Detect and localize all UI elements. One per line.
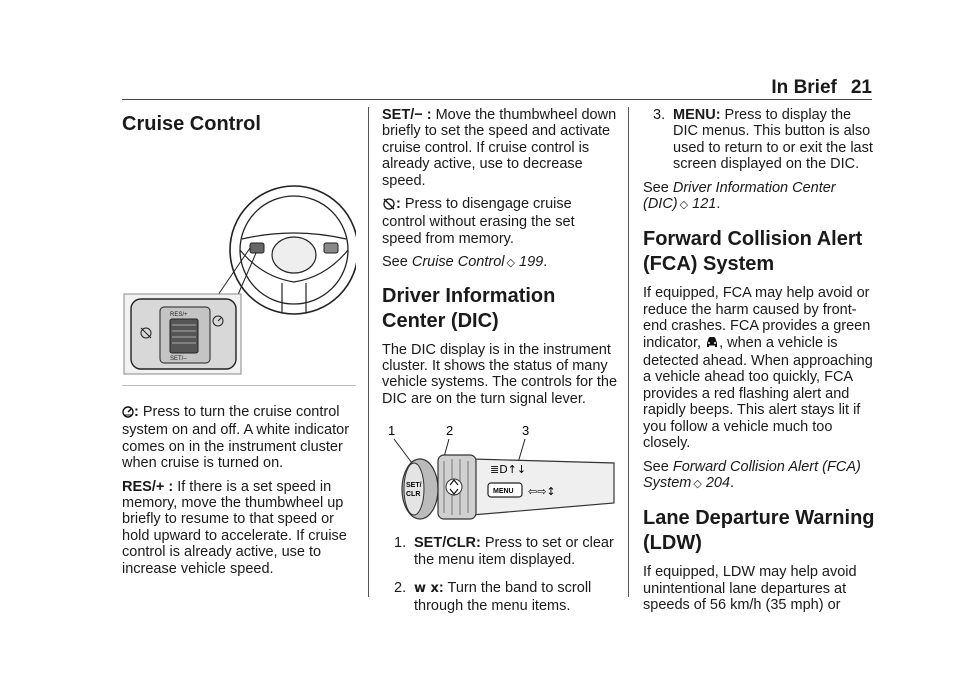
cruise-on-paragraph <box>122 404 356 472</box>
steering-wheel-figure <box>122 147 356 377</box>
header-section: In Brief <box>771 77 837 98</box>
dic-controls-list-cont <box>643 107 875 173</box>
list-item: 3. MENU: Press to display the DIC menus. This button is also used to return to or exit the last screen displayed on the DIC. <box>653 107 873 173</box>
column-3 <box>643 107 875 621</box>
page-reference-icon: ◇ <box>506 257 515 270</box>
fig-callout-2: 2 <box>446 423 454 439</box>
cancel-label: : <box>396 196 401 213</box>
cruise-cancel-icon <box>382 198 396 214</box>
fca-paragraph: If equipped, FCA may help avoid or reduce the harm caused by front-end crashes. FCA provides a green indicator, , when a vehicle is detected ahead. When approaching a vehicle ahead too quickly, FCA provides a red flashing alert and rapidly beeps. This alert stays lit if you follow a vehicle much too closely. <box>643 285 873 452</box>
page-number: 21 <box>850 77 872 98</box>
fig-clr-label: CLR <box>406 491 421 499</box>
fca-heading: Forward Collision Alert (FCA) System <box>643 228 863 276</box>
page-reference-icon: ◇ <box>679 199 689 212</box>
dic-controls-list <box>382 535 618 614</box>
column-divider-2 <box>628 107 629 597</box>
fig-callout-1: 1 <box>388 423 396 439</box>
dic-paragraph: The DIC display is in the instrument cluster. It shows the status of many vehicle systems. The controls for the DIC are on the turn signal lever. <box>382 341 618 407</box>
set-text: Move the thumbwheel down briefly to set the speed and activate cruise control. If cruise control is already active, use to decrease speed. <box>382 107 617 189</box>
steering-wheel-illustration <box>122 147 356 377</box>
lever-illustration <box>382 421 618 525</box>
cancel-text: Press to disengage cruise control without erasing the set speed from memory. <box>382 196 575 247</box>
fig-res-label: RES/+ <box>170 312 188 318</box>
headlamp-icon: ≣D↑↓ <box>490 463 527 477</box>
list-item: 2. w x: Turn the band to scroll through the menu items. <box>394 580 592 614</box>
cruise-control-heading: Cruise Control <box>122 113 261 135</box>
column-1 <box>122 107 356 584</box>
scroll-arrows-icon: w x <box>414 581 439 597</box>
column-divider-1 <box>368 107 369 597</box>
cruise-on-label: : <box>134 404 139 420</box>
menu-label: MENU: <box>673 107 721 123</box>
set-label: SET/− : <box>382 107 432 123</box>
see-dic-link[interactable]: Driver Information Center (DIC) <box>643 179 836 213</box>
see-cruise-link[interactable]: Cruise Control <box>411 254 505 271</box>
fig-set-label: SET/– <box>170 356 187 362</box>
set-paragraph <box>382 107 618 189</box>
page-reference-icon: ◇ <box>693 477 702 490</box>
fig-menu-label: MENU <box>493 488 514 496</box>
vehicle-ahead-icon <box>705 336 719 353</box>
cancel-paragraph <box>382 196 618 247</box>
res-label: RES/+ : <box>122 478 174 495</box>
see-fca-link[interactable]: Forward Collision Alert (FCA) System <box>643 458 861 491</box>
fig-set-label: SET/ <box>406 482 422 490</box>
turn-signal-icon: ⇦⇨↕ <box>528 485 556 499</box>
dic-heading: Driver Information Center (DIC) <box>382 284 556 332</box>
scroll-label: : <box>438 580 444 597</box>
turn-signal-lever-figure <box>382 421 618 525</box>
see-dic-paragraph: See Driver Information Center (DIC) ◇ 121. <box>643 179 836 213</box>
figure-rule <box>122 385 356 386</box>
running-header <box>757 77 872 99</box>
res-paragraph <box>122 479 356 577</box>
cruise-control-icon <box>122 406 134 422</box>
fig-callout-3: 3 <box>522 423 530 439</box>
see-fca-paragraph: See Forward Collision Alert (FCA) System ◇ 204. <box>643 458 861 491</box>
list-item: 1. SET/CLR: Press to set or clear the menu item displayed. <box>394 535 614 568</box>
column-2 <box>382 107 618 621</box>
ldw-heading: Lane Departure Warning (LDW) <box>643 507 875 555</box>
cruise-on-text: Press to turn the cruise control system on and off. A white indicator comes on in the instrument cluster when cruise is turned on. <box>122 404 350 472</box>
res-text: If there is a set speed in memory, move the thumbwheel up briefly to resume to that speed or hold upward to accelerate. If cruise control is already active, use to increase vehicle speed. <box>122 478 347 577</box>
ldw-paragraph: If equipped, LDW may help avoid unintentional lane departures at speeds of 56 km/h (35 mph) or <box>643 564 857 614</box>
see-cruise-paragraph: See Cruise Control ◇ 199. <box>382 254 548 271</box>
set-clr-label: SET/CLR: <box>414 535 481 552</box>
header-rule <box>122 99 872 100</box>
